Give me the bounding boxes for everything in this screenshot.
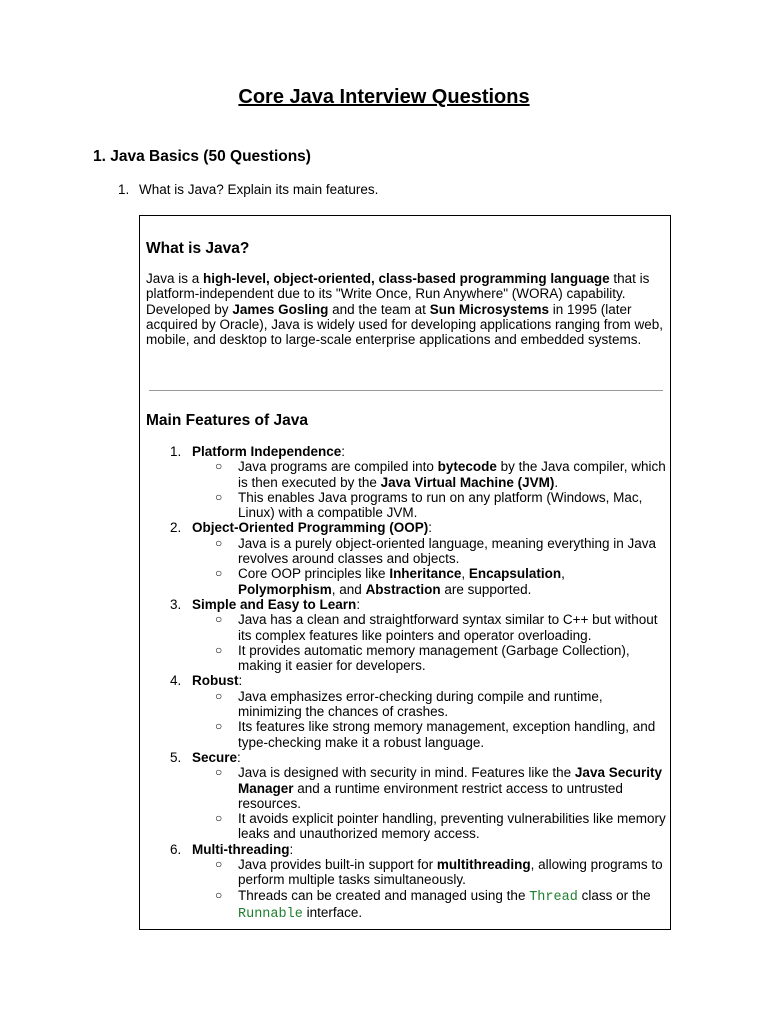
circle-bullet-icon: ○ [215, 459, 223, 474]
feature-subpoint: ○ Java programs are compiled into bytecode by the Java compiler, which is then executed by the Java Virtual Machine (JVM). [215, 459, 666, 490]
answer-box [139, 215, 671, 930]
feature-subpoint: ○ This enables Java programs to run on any platform (Windows, Mac, Linux) with a compatible JVM. [215, 489, 643, 521]
what-is-java-heading: What is Java? [146, 240, 250, 257]
circle-bullet-icon: ○ [215, 612, 223, 627]
section-heading: 1. Java Basics (50 Questions) [93, 148, 311, 165]
question-text: What is Java? Explain its main features. [139, 182, 379, 197]
circle-bullet-icon: ○ [215, 887, 223, 902]
circle-bullet-icon: ○ [215, 642, 223, 657]
feature-subpoint: ○ Java is designed with security in mind. Features like the Java Security Manager and a runtime environment restrict access to untrusted resources. [215, 765, 662, 811]
features-list [146, 444, 666, 922]
page-title: Core Java Interview Questions [238, 86, 530, 108]
circle-bullet-icon: ○ [215, 719, 223, 734]
feature-item: 6. Multi-threading: [170, 841, 294, 857]
main-features-heading: Main Features of Java [146, 412, 308, 429]
feature-title: Platform Independence [192, 444, 342, 459]
feature-subpoint: ○ Its features like strong memory management, exception handling, and type-checking make it a robust language. [215, 719, 656, 750]
horizontal-divider [149, 390, 663, 391]
feature-subpoint: ○ Core OOP principles like Inheritance, Encapsulation, Polymorphism, and Abstraction are supported. [215, 566, 565, 597]
feature-title: Object-Oriented Programming (OOP) [192, 520, 429, 536]
feature-number: 1. [170, 444, 182, 459]
feature-subpoint: ○ Threads can be created and managed using the Thread class or the Runnable interface. [215, 887, 651, 922]
circle-bullet-icon: ○ [215, 857, 223, 872]
feature-number: 2. [170, 520, 182, 536]
feature-number: 3. [170, 596, 182, 612]
circle-bullet-icon: ○ [215, 566, 223, 581]
circle-bullet-icon: ○ [215, 535, 223, 550]
feature-title: Simple and Easy to Learn [192, 596, 357, 612]
feature-title: Secure [192, 749, 238, 765]
question-item [118, 182, 378, 197]
circle-bullet-icon: ○ [215, 688, 223, 703]
feature-subpoint: ○ It provides automatic memory management (Garbage Collection), making it easier for developers. [215, 642, 630, 674]
code-runnable: Runnable [238, 906, 303, 922]
feature-item: 1. Platform Independence: [170, 444, 346, 459]
feature-item: 3. Simple and Easy to Learn: [170, 596, 361, 612]
intro-paragraph: Java is a high-level, object-oriented, class-based programming language that is platform-independent due to its "Write Once, Run Anywhere" (WORA) capability. Developed by James Gosling and the team at Sun Microsystems in 1995 (later acquired by Oracle), Java is widely used for developing applications ranging from web, mobile, and desktop to large-scale enterprise applications and embedded systems. [146, 271, 664, 348]
feature-subpoint: ○ Java has a clean and straightforward syntax similar to C++ but without its complex features like pointers and operator overloading. [215, 612, 658, 643]
feature-item: 4. Robust: [170, 673, 243, 689]
feature-number: 5. [170, 749, 182, 765]
feature-item: 5. Secure: [170, 749, 241, 765]
feature-item: 2. Object-Oriented Programming (OOP): [170, 520, 433, 536]
feature-title: Multi-threading [192, 841, 290, 857]
circle-bullet-icon: ○ [215, 489, 223, 504]
feature-subpoint: ○ It avoids explicit pointer handling, preventing vulnerabilities like memory leaks and unauthorized memory access. [215, 811, 666, 842]
feature-subpoint: ○ Java emphasizes error-checking during compile and runtime, minimizing the chances of crashes. [215, 688, 603, 720]
feature-subpoint: ○ Java is a purely object-oriented language, meaning everything in Java revolves around classes and objects. [215, 535, 657, 567]
feature-number: 4. [170, 673, 182, 689]
feature-title: Robust [192, 673, 239, 689]
circle-bullet-icon: ○ [215, 811, 223, 826]
feature-subpoint: ○ Java provides built-in support for multithreading, allowing programs to perform multiple tasks simultaneously. [215, 857, 663, 888]
feature-number: 6. [170, 841, 182, 857]
code-thread: Thread [529, 889, 578, 905]
circle-bullet-icon: ○ [215, 765, 223, 780]
question-number: 1. [118, 182, 130, 197]
